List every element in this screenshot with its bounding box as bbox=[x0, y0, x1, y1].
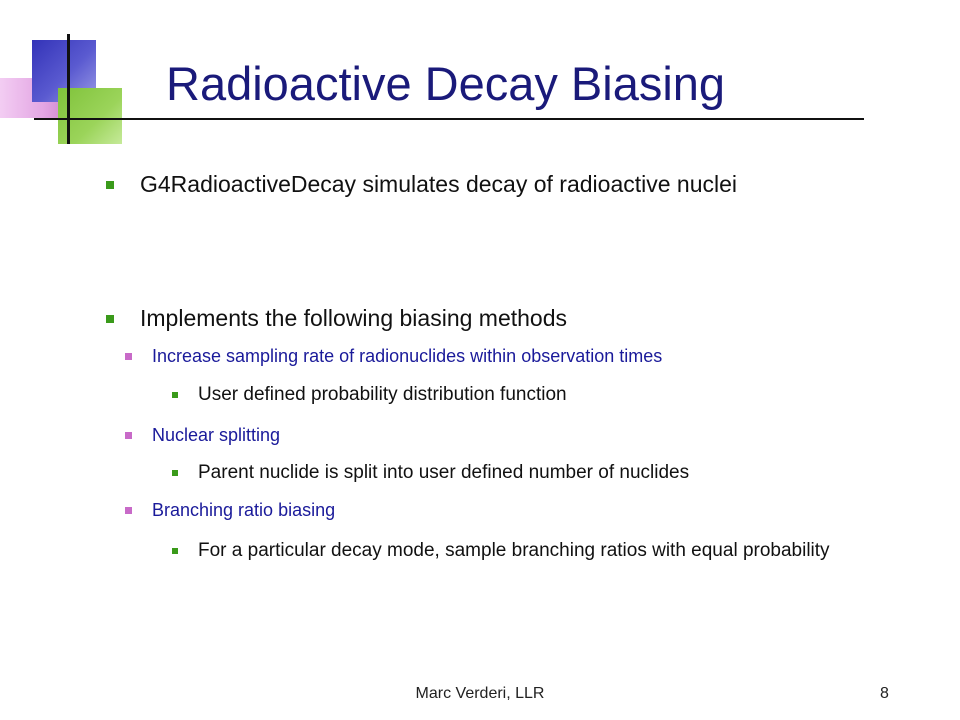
sub-bullet-text: Branching ratio biasing bbox=[152, 500, 336, 520]
sub-sub-bullet-item bbox=[172, 460, 932, 485]
sub-bullet-item bbox=[125, 423, 885, 447]
square-bullet-icon bbox=[125, 507, 132, 514]
square-bullet-icon bbox=[172, 470, 178, 476]
sub-bullet-item bbox=[125, 344, 925, 368]
bullet-item bbox=[106, 302, 866, 334]
square-bullet-icon bbox=[125, 353, 132, 360]
bullet-text: Implements the following biasing methods bbox=[140, 305, 568, 331]
sub-sub-bullet-item bbox=[172, 538, 892, 563]
bullet-text: G4RadioactiveDecay simulates decay of radioactive nuclei bbox=[140, 171, 738, 197]
sub-bullet-item bbox=[125, 498, 885, 522]
sub-sub-bullet-text: User defined probability distribution function bbox=[198, 384, 567, 405]
logo-vertical-line bbox=[67, 34, 70, 144]
sub-sub-bullet-text: For a particular decay mode, sample branching ratios with equal probability bbox=[198, 540, 830, 561]
square-bullet-icon bbox=[172, 392, 178, 398]
sub-bullet-text: Nuclear splitting bbox=[152, 425, 281, 445]
footer-author: Marc Verderi, LLR bbox=[415, 685, 545, 702]
square-bullet-icon bbox=[106, 181, 114, 189]
slide-title: Radioactive Decay Biasing bbox=[166, 57, 726, 110]
bullet-item bbox=[106, 168, 866, 200]
title-underline bbox=[34, 118, 864, 120]
sub-bullet-text: Increase sampling rate of radionuclides within observation times bbox=[152, 346, 663, 366]
square-bullet-icon bbox=[172, 548, 178, 554]
page-number: 8 bbox=[880, 685, 889, 702]
sub-sub-bullet-text: Parent nuclide is split into user defined number of nuclides bbox=[198, 462, 690, 483]
square-bullet-icon bbox=[125, 432, 132, 439]
square-bullet-icon bbox=[106, 315, 114, 323]
sub-sub-bullet-item bbox=[172, 382, 912, 407]
